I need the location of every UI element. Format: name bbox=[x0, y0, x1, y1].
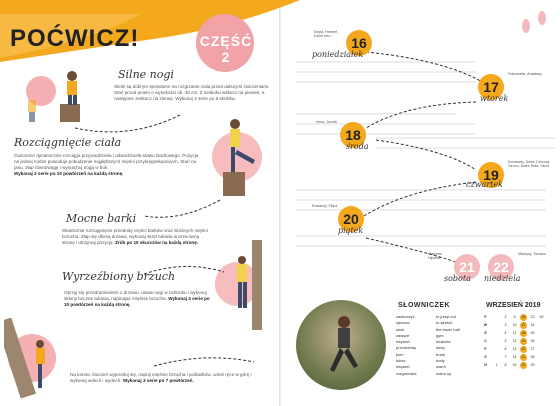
calendar-day: 20 bbox=[521, 347, 526, 351]
dashed-arrow bbox=[150, 352, 260, 370]
dictionary-english: muscles bbox=[436, 339, 451, 345]
calendar-weekday: P bbox=[484, 347, 487, 351]
dictionary-polish: rozgrzewka bbox=[396, 370, 417, 376]
day-number: 20 bbox=[338, 206, 364, 232]
exercise-title: Rozciągnięcie ciała bbox=[14, 136, 122, 149]
day-number: 18 bbox=[340, 122, 366, 148]
exercise-text: Oprzyj się przedramieniem o drzewo, ustaw nogi w rozkroku i wykonuj skłony boczne tułowia, napinając mięśnie brzucha. Wykonaj 3 serie po 10 powtórzeń na każdą stronę. bbox=[64, 290, 210, 307]
day-number: 16 bbox=[346, 30, 372, 56]
day-number: 19 bbox=[478, 162, 504, 188]
calendar-day: 27 bbox=[530, 347, 535, 351]
day-nameday: Edyta, Herbert, Dzień bez... bbox=[314, 30, 339, 39]
exercise-title: Mocne barki bbox=[66, 212, 137, 225]
exercise-title: Wyrzeźbiony brzuch bbox=[62, 270, 176, 283]
calendar-day: 12 bbox=[512, 339, 517, 343]
day-name: sobota bbox=[444, 274, 471, 283]
day-name: niedziela bbox=[484, 274, 521, 283]
day-number: 17 bbox=[478, 74, 504, 100]
tree-figure-illustration bbox=[228, 240, 268, 330]
calendar-day: 28 bbox=[530, 355, 535, 359]
calendar-day: 24 bbox=[530, 323, 535, 327]
day-name: piątek bbox=[338, 226, 364, 235]
calendar-day: 16 bbox=[521, 315, 526, 319]
dictionary-polish: pień bbox=[396, 351, 404, 357]
calendar-grid bbox=[482, 314, 552, 374]
calendar-day: 25 bbox=[530, 331, 535, 335]
calendar-day: 7 bbox=[504, 355, 507, 359]
day-name: poniedziałek bbox=[312, 50, 364, 59]
dictionary-english: deep bbox=[436, 345, 445, 351]
calendar-day: 13 bbox=[512, 347, 517, 351]
calendar-weekday: S bbox=[484, 355, 487, 359]
exercise-text: Skoki są dobrym sposobem na rozgrzanie ciała przed dalszymi ćwiczeniami. Stań przed pniem o wysokości ok. 30 cm. Z zeskoku wskocz na pieniek, a następnie zeskocz na ziemię. Wykonaj 3 serie po 5 skoków. bbox=[114, 84, 270, 101]
calendar-day: 2 bbox=[504, 315, 507, 319]
exercise-text: Na koniec ćwiczeń wyprostuj się, napnij mięśnie brzucha i pośladków, unieś ręce w górę i wykonaj wdech i wydech. Wykonaj 3 serie po 7 powtórzeń. bbox=[70, 372, 252, 383]
calendar-day: 18 bbox=[521, 331, 526, 335]
calendar-day: 4 bbox=[504, 331, 507, 335]
dictionary-polish: przedramię bbox=[396, 345, 417, 351]
day-number: 21 bbox=[454, 254, 480, 280]
calendar-day: 17 bbox=[521, 323, 526, 327]
exercise-text: Ćwiczenie dynamicznie rozciąga przywodziciela i odwodziciela stawu biodrowego. Pozycja na jednej nodze powoduje pobudzenie najgłębszych mięśni przykręgosłupowych. Stań na pniu, złap równowagę i wymachuj nogą w bok. Wykonaj 2 serie po 10 powtórzeń na każdą stronę. bbox=[14, 153, 199, 176]
calendar-weekday: Ś bbox=[484, 331, 487, 335]
calendar-day: 8 bbox=[504, 363, 507, 367]
dictionary-polish: skok bbox=[396, 326, 405, 332]
day-nameday: Mateusz, Hipolita bbox=[428, 252, 443, 261]
calendar-day: 14 bbox=[512, 355, 517, 359]
calendar-day: 19 bbox=[521, 339, 526, 343]
dictionary-polish: zaskoczyć bbox=[396, 314, 415, 319]
dictionary-polish: mięsień bbox=[396, 339, 410, 345]
dictionary-english: warm bbox=[436, 364, 446, 370]
runner-photo bbox=[296, 300, 386, 390]
calendar-day: 10 bbox=[512, 323, 517, 327]
dictionary-list bbox=[396, 314, 476, 377]
dictionary-row bbox=[396, 371, 476, 377]
calendar-day: 15 bbox=[512, 363, 517, 367]
calendar-weekday: N bbox=[484, 363, 487, 367]
calendar-day: 22 bbox=[521, 363, 526, 367]
exercise-text: Skutecznie rozciągnięcie przedniej części barków oraz skośnych mięśni brzucha. Złap się dłonią drzewa, wykonaj skręt tułowia w przeciwną stronę i utrzymaj pozycję. Zrób po 10 skurczów na każdą stronę. bbox=[62, 228, 208, 245]
dictionary-polish: zjechać bbox=[396, 320, 410, 326]
dictionary-english: body bbox=[436, 358, 445, 364]
calendar-day: 29 bbox=[530, 363, 535, 367]
day-name: czwartek bbox=[466, 180, 503, 189]
exercise-title: Silne nogi bbox=[118, 68, 174, 81]
footprints-icon bbox=[516, 8, 556, 38]
calendar-day: 6 bbox=[504, 347, 507, 351]
day-nameday: Maurycy, Tomasz bbox=[518, 252, 546, 256]
dictionary-polish: zawsze bbox=[396, 332, 410, 338]
calendar-day: 21 bbox=[521, 355, 526, 359]
day-name: środa bbox=[346, 142, 369, 151]
dictionary-english: to stretch bbox=[436, 320, 453, 326]
day-number: 22 bbox=[488, 254, 514, 280]
day-nameday: Franciszka, Anastazy bbox=[508, 72, 542, 76]
dictionary-english: the lower ball bbox=[436, 326, 460, 332]
dictionary-polish: mięsień bbox=[396, 364, 410, 370]
calendar-day: 23 bbox=[530, 315, 535, 319]
page-title: POĆWICZ! bbox=[10, 25, 140, 52]
dictionary-english: trunk bbox=[436, 351, 445, 357]
calendar-title: WRZESIEŃ 2019 bbox=[486, 302, 541, 309]
calendar-weekday: P bbox=[484, 315, 487, 319]
calendar-weekday: C bbox=[484, 339, 487, 343]
part-label: CZĘŚĆ 2 bbox=[199, 33, 253, 65]
dashed-arrow bbox=[140, 196, 230, 222]
day-nameday: Eustachy, Filipa bbox=[312, 204, 338, 208]
calendar-day: 3 bbox=[504, 323, 507, 327]
day-nameday: Irena, Józefa bbox=[316, 120, 337, 124]
day-name: wtorek bbox=[480, 94, 509, 103]
day-nameday: Konstanty, Dzień Ochrony Ozonu, Dzień Huta, Skrót bbox=[508, 160, 550, 169]
calendar-day: 11 bbox=[512, 331, 517, 335]
dictionary-english: to jump out bbox=[436, 314, 456, 319]
calendar-day: 26 bbox=[530, 339, 535, 343]
calendar-day: 9 bbox=[513, 315, 516, 319]
stretch-figure-illustration bbox=[205, 112, 265, 202]
dictionary-english: warm up bbox=[436, 370, 452, 376]
calendar-day: 5 bbox=[504, 339, 507, 343]
dictionary-title: SŁOWNICZEK bbox=[398, 302, 451, 309]
calendar-weekday: W bbox=[483, 323, 488, 327]
dictionary-polish: tułów bbox=[396, 358, 406, 364]
calendar-day: 1 bbox=[495, 363, 498, 367]
calendar-day: 30 bbox=[539, 315, 544, 319]
dictionary-english: gym bbox=[436, 332, 444, 338]
trunk-figure-illustration bbox=[4, 318, 60, 400]
